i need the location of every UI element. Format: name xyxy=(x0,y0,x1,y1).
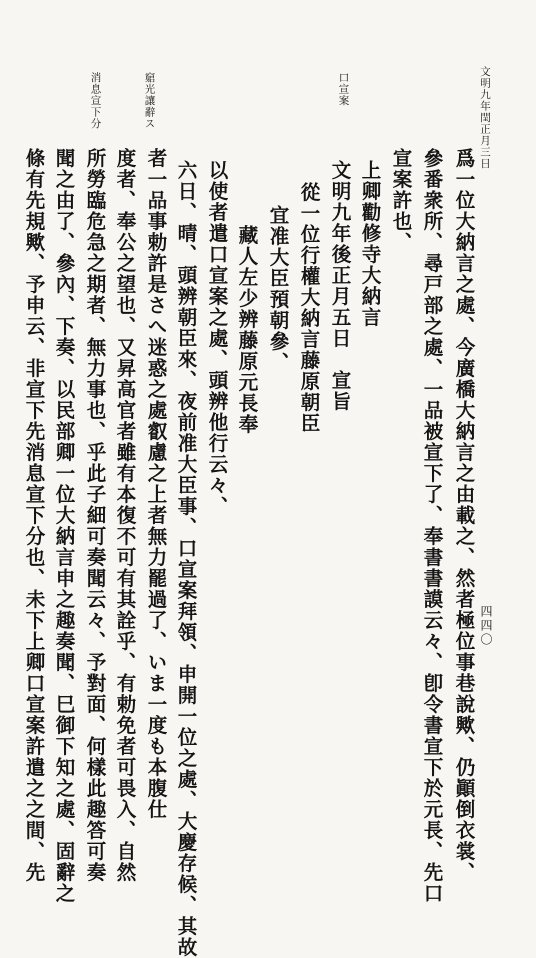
text-line-11: 者一品事勅許是さへ迷惑之處叡慮之上者無力罷過了、いま一度も本腹仕 xyxy=(144,148,168,820)
text-line-2: 參番衆所、尋戸部之處、一品被宣下了、奉書書謨云々、卽令書宣下於元長、先口 xyxy=(420,148,444,904)
text-line-8: 藏人左少辨藤原元長奉 xyxy=(235,225,259,435)
text-line-12: 度者、奉公之望也、又昇高官者雖有本復不可有其詮乎、有勅免者可畏入、自然 xyxy=(113,148,137,883)
text-line-14: 聞之由了、參內、下奏、以民部卿一位大納言申之趣奏聞、巳御下知之處、固辭之 xyxy=(52,148,76,904)
text-line-5: 文明九年後正月五日 宣旨 xyxy=(328,160,352,412)
margin-note-shosoku: 消息宣下分 xyxy=(89,72,102,130)
margin-note-kuan: 口宣案 xyxy=(337,72,350,107)
text-line-13: 所勞臨危急之期者、無力事也、乎此子細可奏聞云々、予對面、何樣此趣答可奏 xyxy=(83,148,107,883)
text-line-4: 上卿勸修寺大納言 xyxy=(358,160,382,328)
text-line-1: 爲一位大納言之處、今廣橋大納言之由載之、然者極位事巷說歟、仍顚倒衣裳、 xyxy=(452,148,476,883)
text-line-6: 從一位行權大納言藤原朝臣 xyxy=(297,182,321,434)
text-line-15: 條有先規歟、予申云、非宣下先消息宣下分也、未下上卿口宣案許遣之之間、先 xyxy=(22,148,46,883)
margin-note-chikusen: 竆光讓辭ス xyxy=(143,72,156,130)
page-number: 四四〇 xyxy=(479,605,493,647)
text-line-3: 宣案許也、 xyxy=(389,148,413,253)
running-header: 文明九年閏正月三日 xyxy=(479,66,491,170)
text-line-7: 宜准大臣預朝參、 xyxy=(266,205,290,373)
text-line-9: 以使者遣口宣案之處、頭辨他行云々、 xyxy=(205,160,229,517)
text-line-10: 六日、晴、頭辨朝臣來、夜前准大臣事、口宣案拜領、申開一位之處、大慶存候、其故 xyxy=(174,160,198,958)
